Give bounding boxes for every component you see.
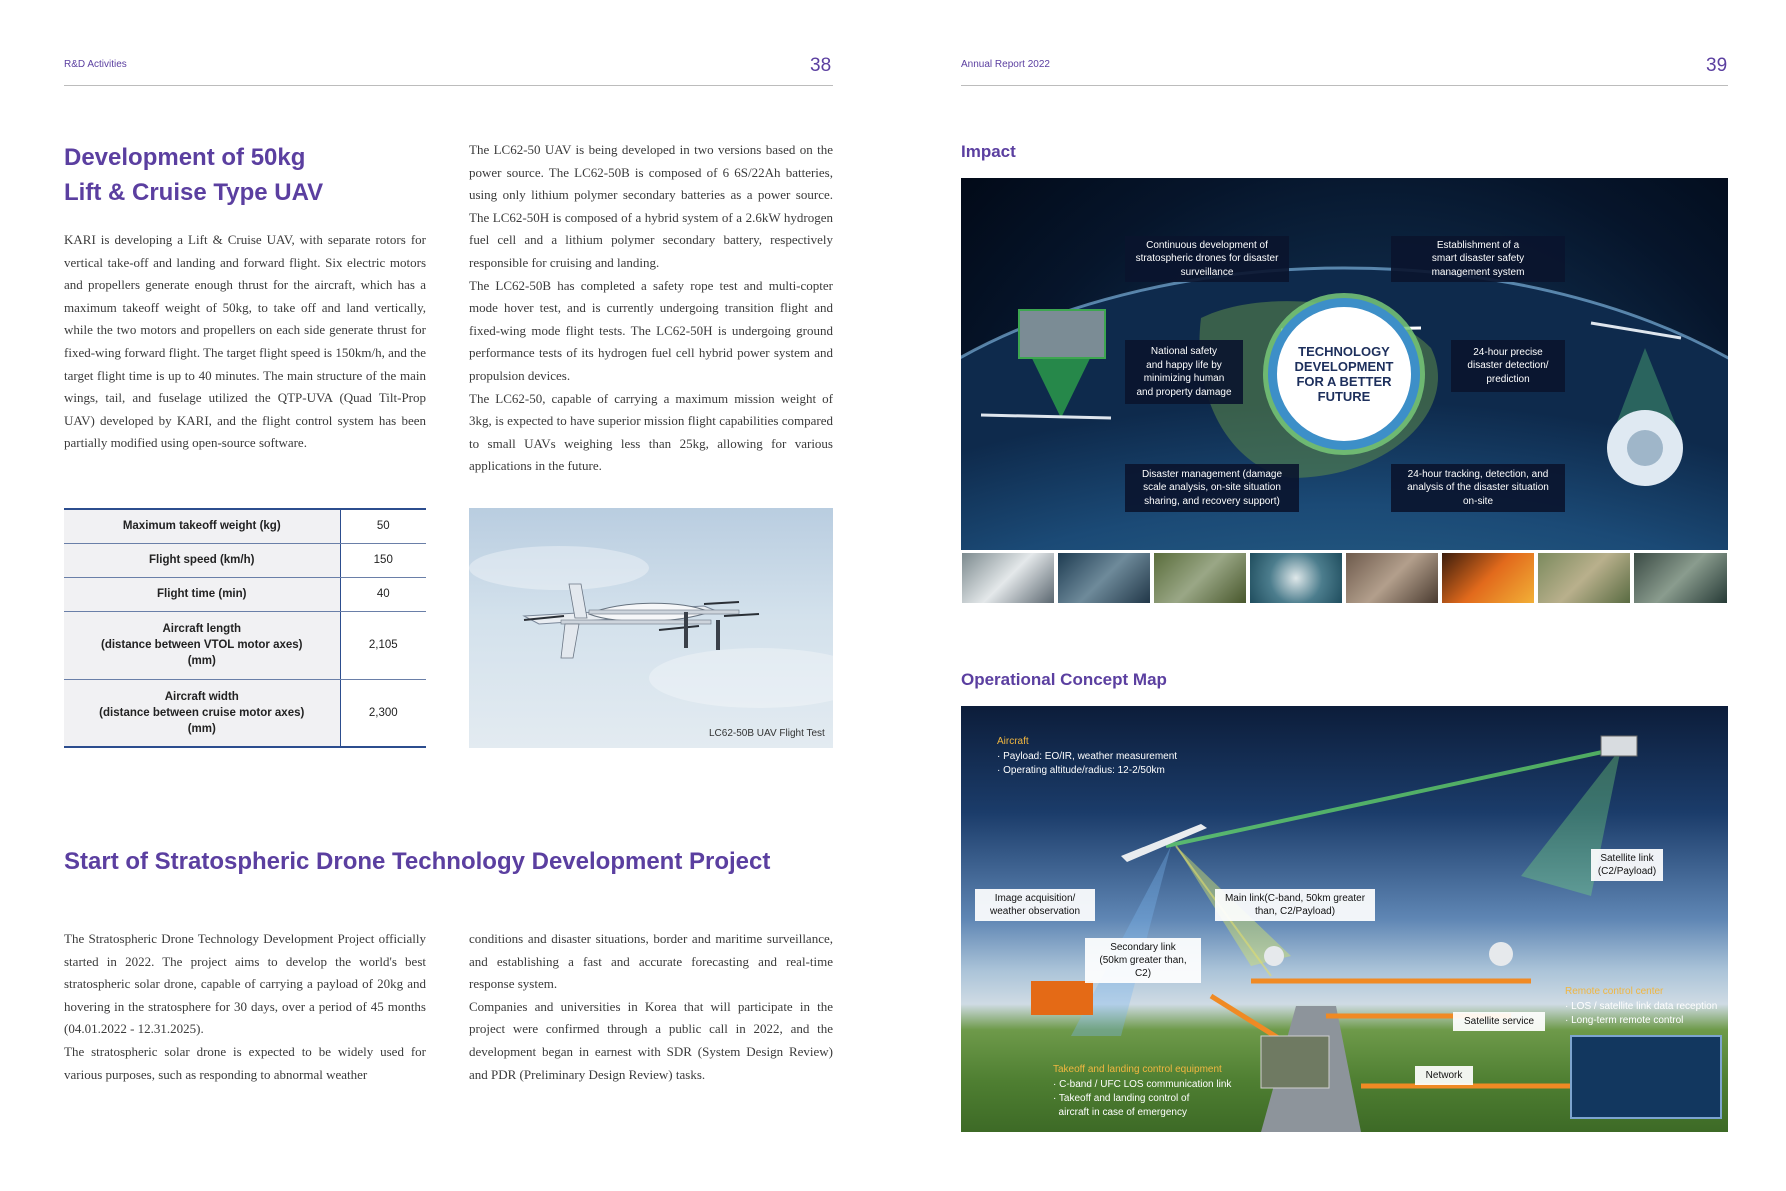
impact-heading: Impact xyxy=(961,142,1016,161)
spec-label: Flight speed (km/h) xyxy=(64,543,340,577)
table-row xyxy=(64,543,426,577)
page-number-right: 39 xyxy=(1706,55,1728,76)
paragraph: The LC62-50, capable of carrying a maximum mission weight of 3kg, is expected to have superior mission flight capabilities compared to small UAVs weighing less than 25kg, allowing for various applications in the future. xyxy=(469,390,833,474)
page-number-left: 38 xyxy=(810,55,832,76)
intro-column-1 xyxy=(64,229,426,455)
section-title xyxy=(64,140,323,210)
spec-label: Maximum takeoff weight (kg) xyxy=(64,509,340,543)
impact-box-ml: National safety and happy life by minimizing human and property damage xyxy=(1125,340,1243,404)
photo-caption: LC62-50B UAV Flight Test xyxy=(709,728,825,739)
impact-box-bl: Disaster management (damage scale analysis, on-site situation sharing, and recovery support) xyxy=(1125,464,1299,512)
thumbnail xyxy=(1345,552,1439,604)
spec-value: 40 xyxy=(340,577,426,611)
section2-column-1 xyxy=(64,928,426,1086)
title-line-1: Development of 50kg xyxy=(64,144,306,171)
image-acquisition-label: Image acquisition/ weather observation xyxy=(975,889,1095,921)
uav-illustration xyxy=(469,508,833,748)
spec-value: 2,300 xyxy=(340,679,426,747)
section2-title: Start of Stratospheric Drone Technology Development Project xyxy=(64,848,771,875)
main-link-label: Main link(C-band, 50km greater than, C2/Payload) xyxy=(1215,889,1375,921)
spec-label: Flight time (min) xyxy=(64,577,340,611)
uav-flight-photo xyxy=(469,508,833,748)
section-label-right: Annual Report 2022 xyxy=(961,59,1050,70)
paragraph: KARI is developing a Lift & Cruise UAV, with separate rotors for vertical take-off and landing and forward flight. Six electric motors and propellers generate enough thrust for the aircraft, which has a maximum takeoff weight of 50kg, to take off and land vertically, while the two motors and propellers on each side generate thrust for fixed-wing forward flight. The target flight speed is 150km/h, and the target flight time is up to 40 minutes. The main structure of the main wings, tail, and fuselage utilized the QTP-UVA (Quad Tilt-Prop UAV) developed by KARI, and the flight control system has been partially modified using open-source software. xyxy=(64,232,426,451)
table-row xyxy=(64,611,426,679)
intro-column-2 xyxy=(469,139,833,478)
spec-label: Aircraft width (distance between cruise motor axes) (mm) xyxy=(64,679,340,747)
impact-infographic xyxy=(961,178,1728,550)
paragraph: The LC62-50B has completed a safety rope test and multi-copter mode hover test, and is currently undergoing transition flight and fixed-wing mode flight tests. The LC62-50H is undergoing ground performance tests of its hydrogen fuel cell hybrid power system and propulsion devices. xyxy=(469,277,833,383)
spec-table xyxy=(64,508,426,748)
spec-value: 150 xyxy=(340,543,426,577)
aircraft-title: Aircraft xyxy=(997,736,1029,747)
section2-column-2 xyxy=(469,928,833,1086)
remote-center-line-2: · Long-term remote control xyxy=(1565,1015,1684,1026)
impact-box-tl: Continuous development of stratospheric drones for disaster surveillance xyxy=(1125,236,1289,282)
section-label-left: R&D Activities xyxy=(64,59,127,70)
thumbnail xyxy=(1441,552,1535,604)
paragraph: Companies and universities in Korea that will participate in the project were confirmed through a public call in 2022, and the development began in earnest with SDR (System Design Review) and PDR (Preliminary Design Review) tasks. xyxy=(469,998,833,1082)
impact-box-br: 24-hour tracking, detection, and analysis of the disaster situation on-site xyxy=(1391,464,1565,512)
concept-heading: Operational Concept Map xyxy=(961,670,1167,689)
takeoff-control-line-1: · C-band / UFC LOS communication link xyxy=(1053,1079,1232,1090)
paragraph: The Stratospheric Drone Technology Development Project officially started in 2022. The project aims to develop the world's best stratospheric solar drone, capable of carrying a payload of 20kg and hovering in the stratosphere for 30 days, over a period of 45 months (04.01.2022 - 12.31.2025). xyxy=(64,931,426,1037)
thumbnail xyxy=(1249,552,1343,604)
table-row xyxy=(64,679,426,747)
operational-concept-map xyxy=(961,706,1728,1132)
spec-value: 2,105 xyxy=(340,611,426,679)
takeoff-control-title: Takeoff and landing control equipment xyxy=(1053,1064,1222,1075)
thumbnail xyxy=(1153,552,1247,604)
title-line-2: Lift & Cruise Type UAV xyxy=(64,179,324,206)
impact-box-mr: 24-hour precise disaster detection/ prediction xyxy=(1451,340,1565,392)
thumbnail xyxy=(1057,552,1151,604)
satellite-service-label: Satellite service xyxy=(1453,1012,1545,1031)
header-rule-right xyxy=(961,85,1728,86)
thumbnail xyxy=(1633,552,1728,604)
table-row xyxy=(64,509,426,543)
center-text: TECHNOLOGY DEVELOPMENT FOR A BETTER FUTURE xyxy=(1294,344,1394,404)
spec-label: Aircraft length (distance between VTOL motor axes) (mm) xyxy=(64,611,340,679)
table-row xyxy=(64,577,426,611)
header-rule-left xyxy=(64,85,833,86)
paragraph: conditions and disaster situations, border and maritime surveillance, and establishing a fast and accurate forecasting and real-time response system. xyxy=(469,931,833,992)
remote-center-line-1: · LOS / satellite link data reception xyxy=(1565,1001,1718,1012)
takeoff-control-line-3: aircraft in case of emergency xyxy=(1053,1107,1187,1118)
takeoff-control-line-2: · Takeoff and landing control of xyxy=(1053,1093,1190,1104)
satellite-link-label: Satellite link (C2/Payload) xyxy=(1591,849,1663,881)
network-label: Network xyxy=(1415,1066,1473,1085)
aircraft-altitude: · Operating altitude/radius: 12-2/50km xyxy=(997,765,1165,776)
aircraft-payload: · Payload: EO/IR, weather measurement xyxy=(997,751,1178,762)
secondary-link-label: Secondary link (50km greater than, C2) xyxy=(1085,938,1201,983)
thumbnail xyxy=(1537,552,1631,604)
paragraph: The stratospheric solar drone is expected to be widely used for various purposes, such as responding to abnormal weather xyxy=(64,1043,426,1082)
thumbnail xyxy=(961,552,1055,604)
spec-value: 50 xyxy=(340,509,426,543)
center-circle xyxy=(1268,298,1420,450)
paragraph: The LC62-50 UAV is being developed in two versions based on the power source. The LC62-50B is composed of 6 6S/22Ah batteries, using only lithium polymer secondary batteries as a power source. The LC62-50H is composed of a hybrid system of a 2.6kW hydrogen fuel cell and a lithium polymer secondary battery, respectively responsible for cruising and landing. xyxy=(469,142,833,270)
impact-box-tr: Establishment of a smart disaster safety management system xyxy=(1391,236,1565,282)
remote-center-title: Remote control center xyxy=(1565,986,1664,997)
